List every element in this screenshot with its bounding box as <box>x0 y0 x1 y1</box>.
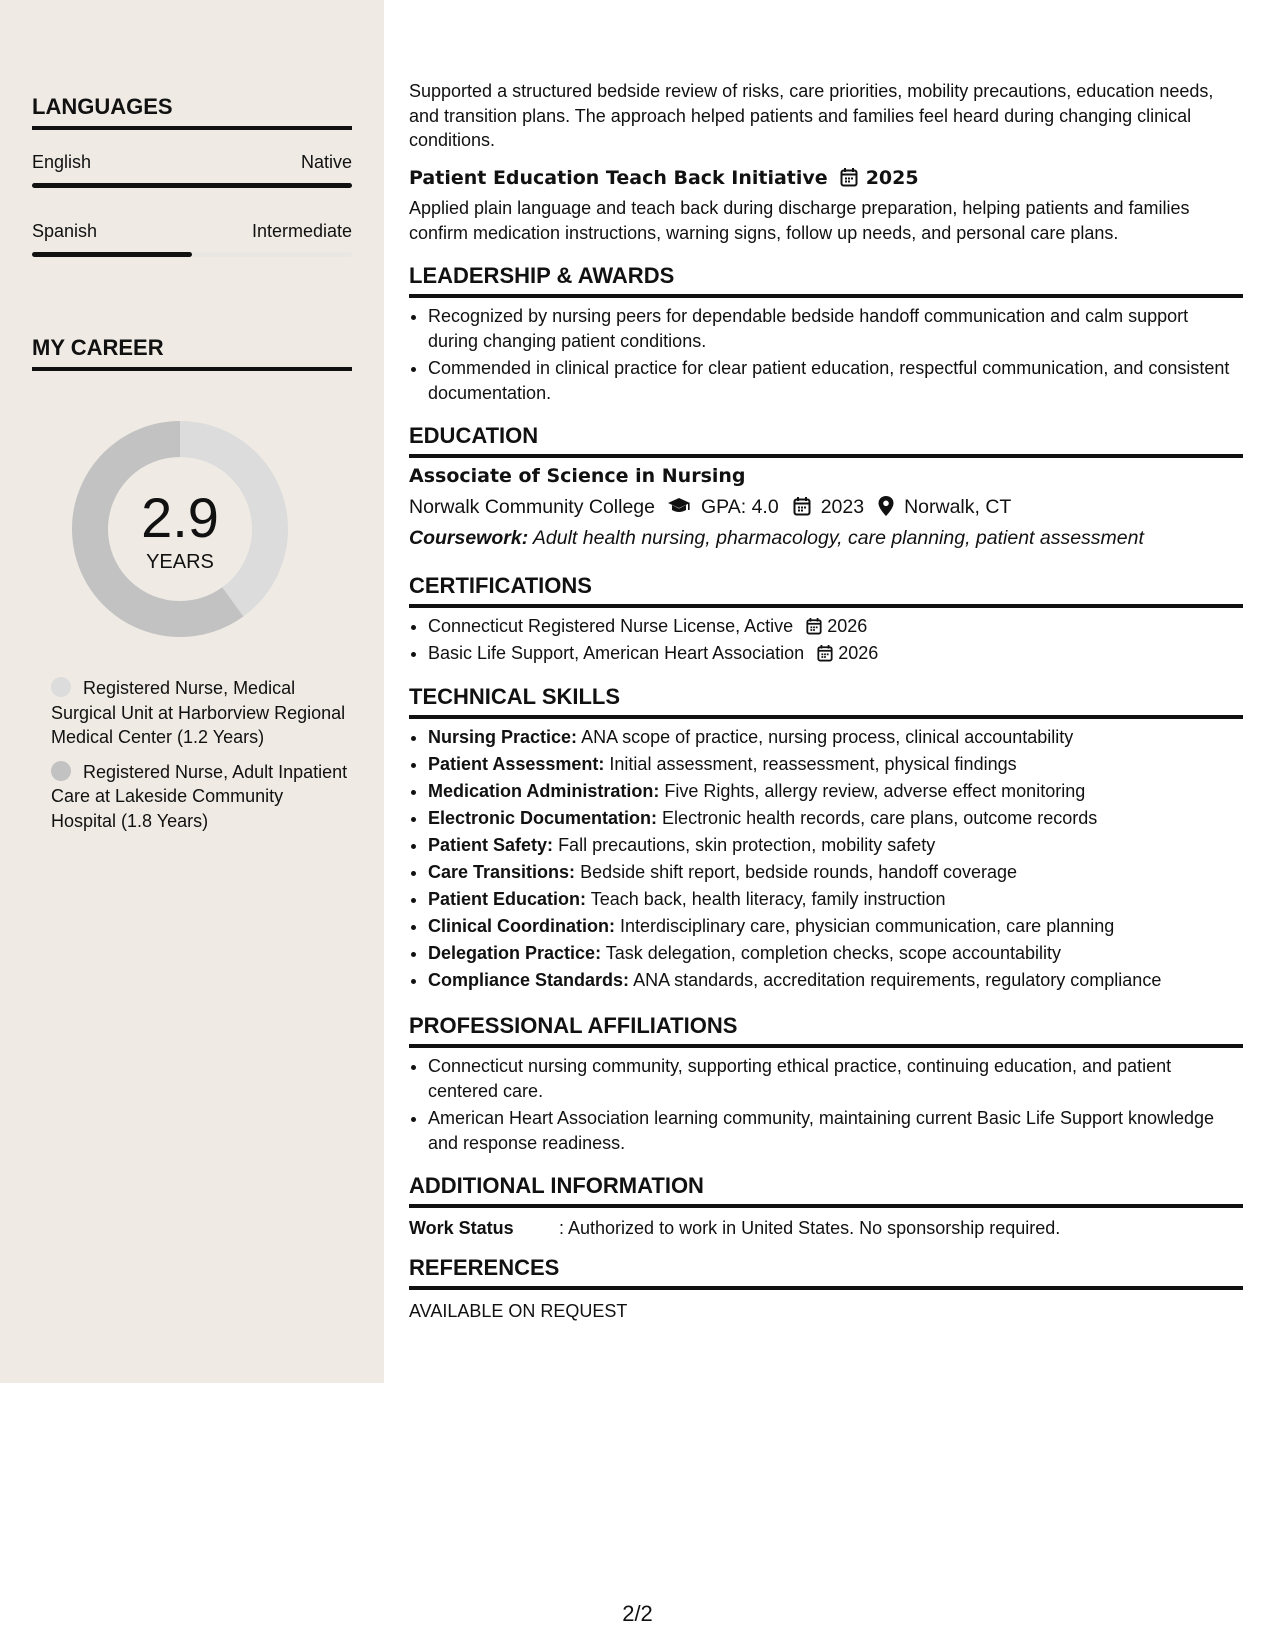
skill-item <box>428 806 1243 830</box>
skill-value: Initial assessment, reassessment, physical findings <box>609 754 1017 774</box>
list-item: • American Heart Association learning community, maintaining current Basic Life Support knowledge and response readiness. <box>428 1106 1243 1155</box>
language-item-spanish <box>32 221 352 257</box>
language-proficiency-bar <box>32 183 352 188</box>
project-description: Applied plain language and teach back during discharge preparation, helping patients and families confirm medication instructions, warning signs, follow up needs, and personal care plans. <box>409 198 1190 243</box>
list-item <box>428 614 1243 639</box>
calendar-icon <box>806 616 822 636</box>
skill-value: ANA scope of practice, nursing process, clinical accountability <box>581 727 1074 747</box>
career-total-value: 2.9 <box>141 486 219 549</box>
list-item: • Connecticut nursing community, supporting ethical practice, continuing education, and patient centered care. <box>428 1054 1243 1103</box>
additional-info-heading: ADDITIONAL INFORMATION <box>409 1172 1243 1208</box>
project-title: Patient Education Teach Back Initiative <box>409 167 828 189</box>
certification-year: 2026 <box>827 616 868 636</box>
skill-label: Patient Education: <box>428 889 587 909</box>
skill-value: Electronic health records, care plans, outcome records <box>662 808 1098 828</box>
skill-item <box>428 968 1243 992</box>
certification-year: 2026 <box>838 642 879 663</box>
technical-skills-list <box>409 725 1243 995</box>
skill-label: Patient Safety: <box>428 835 554 855</box>
career-legend-text: Registered Nurse, Adult Inpatient Care at Lakeside Community Hospital (1.8 Years) <box>51 761 348 831</box>
references-heading: REFERENCES <box>409 1254 1243 1290</box>
language-name: English <box>32 152 92 172</box>
language-level: Intermediate <box>251 221 352 241</box>
project-title-line <box>409 166 919 191</box>
education-heading: EDUCATION <box>409 422 1243 458</box>
work-status-value: : Authorized to work in United States. No sponsorship required. <box>559 1218 1061 1238</box>
calendar-icon <box>817 643 833 663</box>
skill-label: Delegation Practice: <box>428 943 602 963</box>
skill-label: Nursing Practice: <box>428 727 578 747</box>
references-text: AVAILABLE ON REQUEST <box>409 1301 628 1321</box>
skill-value: Bedside shift report, bedside rounds, handoff coverage <box>580 862 1018 882</box>
skill-value: Interdisciplinary care, physician communication, care planning <box>620 916 1115 936</box>
list-item <box>428 641 1243 666</box>
skill-label: Compliance Standards: <box>428 970 630 990</box>
project-intro-text: Supported a structured bedside review of risks, care priorities, mobility precautions, education needs, and transition plans. The approach helped patients and families feel heard during changing clinical conditions. <box>409 81 1214 150</box>
affiliations-list <box>409 1054 1243 1158</box>
career-legend <box>51 676 351 843</box>
language-proficiency-bar <box>32 252 352 257</box>
language-proficiency-fill <box>32 252 192 257</box>
skill-value: Teach back, health literacy, family instruction <box>590 889 946 909</box>
certification-name: Basic Life Support, American Heart Association <box>428 642 805 663</box>
certification-name: Connecticut Registered Nurse License, Active <box>428 616 794 636</box>
language-item-english <box>32 152 352 188</box>
career-donut-chart <box>60 409 300 649</box>
graduation-year: 2023 <box>820 496 865 518</box>
list-item: • Recognized by nursing peers for dependable bedside handoff communication and calm support during changing patient conditions. <box>428 304 1243 353</box>
degree-title: Associate of Science in Nursing <box>409 465 746 487</box>
skill-value: Five Rights, allergy review, adverse effect monitoring <box>664 781 1086 801</box>
skill-item <box>428 725 1243 749</box>
work-status-row <box>409 1216 1243 1241</box>
page-number: 2/2 <box>622 1601 653 1626</box>
sidebar <box>0 0 384 1383</box>
skill-item <box>428 779 1243 803</box>
language-name: Spanish <box>32 221 98 241</box>
affiliations-heading: PROFESSIONAL AFFILIATIONS <box>409 1012 1243 1048</box>
skill-label: Electronic Documentation: <box>428 808 658 828</box>
skill-item <box>428 914 1243 938</box>
skill-item <box>428 887 1243 911</box>
coursework <box>409 526 1243 551</box>
calendar-icon <box>840 166 858 191</box>
list-item: • Commended in clinical practice for clear patient education, respectful communication, and consistent documentation. <box>428 356 1243 405</box>
career-legend-swatch <box>51 761 71 781</box>
skill-label: Care Transitions: <box>428 862 576 882</box>
gpa: GPA: 4.0 <box>701 496 779 518</box>
career-legend-item <box>51 760 351 834</box>
coursework-text: Adult health nursing, pharmacology, care planning, patient assessment <box>532 527 1144 549</box>
skill-value: Fall precautions, skin protection, mobility safety <box>558 835 936 855</box>
skill-label: Patient Assessment: <box>428 754 605 774</box>
leadership-heading: LEADERSHIP & AWARDS <box>409 262 1243 298</box>
skill-value: Task delegation, completion checks, scope accountability <box>605 943 1062 963</box>
skill-item <box>428 860 1243 884</box>
school-name: Norwalk Community College <box>409 496 655 518</box>
career-legend-item <box>51 676 351 750</box>
skill-item <box>428 752 1243 776</box>
education-location: Norwalk, CT <box>904 496 1012 518</box>
skill-label: Clinical Coordination: <box>428 916 615 936</box>
certifications-list <box>409 614 1243 668</box>
career-total-unit: YEARS <box>146 551 214 573</box>
career-legend-swatch <box>51 677 71 697</box>
work-status-label: Work Status <box>409 1218 514 1238</box>
language-proficiency-fill <box>32 183 352 188</box>
language-level: Native <box>300 152 352 172</box>
calendar-icon <box>793 495 811 520</box>
skill-value: ANA standards, accreditation requirements, regulatory compliance <box>633 970 1162 990</box>
skill-item <box>428 941 1243 965</box>
skill-label: Medication Administration: <box>428 781 660 801</box>
languages-heading: LANGUAGES <box>32 94 352 130</box>
certifications-heading: CERTIFICATIONS <box>409 572 1243 608</box>
skill-item <box>428 833 1243 857</box>
education-details <box>409 495 1243 520</box>
leadership-list <box>409 304 1243 408</box>
map-pin-icon <box>878 495 894 520</box>
coursework-label: Coursework: <box>409 527 529 549</box>
career-heading: MY CAREER <box>32 335 352 371</box>
career-legend-text: Registered Nurse, Medical Surgical Unit at Harborview Regional Medical Center (1.2 Years) <box>51 678 346 747</box>
technical-skills-heading: TECHNICAL SKILLS <box>409 683 1243 719</box>
project-year: 2025 <box>865 167 919 189</box>
graduation-cap-icon <box>667 495 691 520</box>
